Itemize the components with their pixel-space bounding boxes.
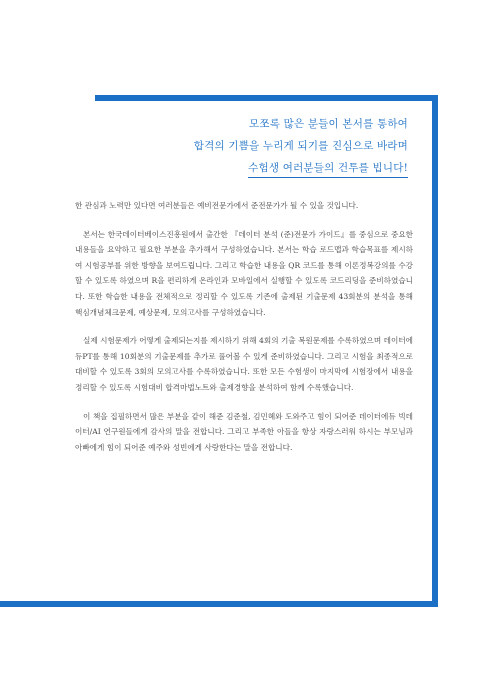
headline-line-3: 수험생 여러분들의 건투를 빕니다! bbox=[248, 160, 408, 178]
paragraph-1: 한 관심과 노력만 있다면 여러분들은 예비전문가에서 준전문가가 될 수 있을 것입니다. bbox=[75, 201, 359, 210]
headline-line-1: 모쪼록 많은 분들이 본서를 통하여 bbox=[249, 118, 408, 130]
paragraph-2: 본서는 한국데이터베이스진흥원에서 출간한 『데이터 분석 (준)전문가 가이드』를 중심으로 중요한 내용들을 요약하고 필요한 부분을 추가해서 구성하였습니다. 본서는 학습 로드맵과 학습목표를 제시하여 시험공부를 위한 방향을 보여드립니다. 그리고 학습한 내용을 QR 코드를 통해 이론정복강의를 수강할 수 있도록 하였으며 R을 편리하게 온라인과 모바일에서 실행할 수 있도록 코드리딩을 준비하였습니다. 또한 학습한 내용을 전체적으로 정리할 수 있도록 기존에 출제된 기출문제 43회분의 분석을 통해 핵심개념체크문제, 예상문제, 모의고사를 구성하였습니다. bbox=[75, 229, 413, 317]
preface-body bbox=[75, 198, 413, 468]
frame-right-bar bbox=[432, 95, 438, 607]
paragraph-3: 실제 시험문제가 어떻게 출제되는지를 제시하기 위해 4회의 기출 복원문제를 수록하였으며 데이터에듀PT를 통해 10회분의 기출문제를 추가로 풀어볼 수 있게 준비하였습니다. 그리고 시험을 최종적으로 대비할 수 있도록 3회의 모의고사를 수록하였습니다. 또한 모든 수험생이 마지막에 시험장에서 내용을 정리할 수 있도록 시험대비 합격마법노트와 출제경향을 분석하여 함께 수록했습니다. bbox=[75, 336, 413, 392]
headline-line-2: 합격의 기쁨을 누리게 되기를 진심으로 바라며 bbox=[193, 140, 408, 152]
frame-bottom-bar bbox=[0, 601, 438, 607]
closing-headline bbox=[194, 113, 408, 179]
frame-top-bar bbox=[95, 95, 438, 101]
paragraph-4: 이 책을 집필하면서 많은 부분을 같이 해준 김준철, 김민혜와 도와주고 힘이 되어준 데이터에듀 빅데이터/AI 연구원들에게 감사의 말을 전합니다. 그리고 부족한 아들을 항상 자랑스러워 하시는 부모님과 아빠에게 힘이 되어준 예주와 성빈에게 사랑한다는 말을 전합니다. bbox=[75, 411, 413, 452]
